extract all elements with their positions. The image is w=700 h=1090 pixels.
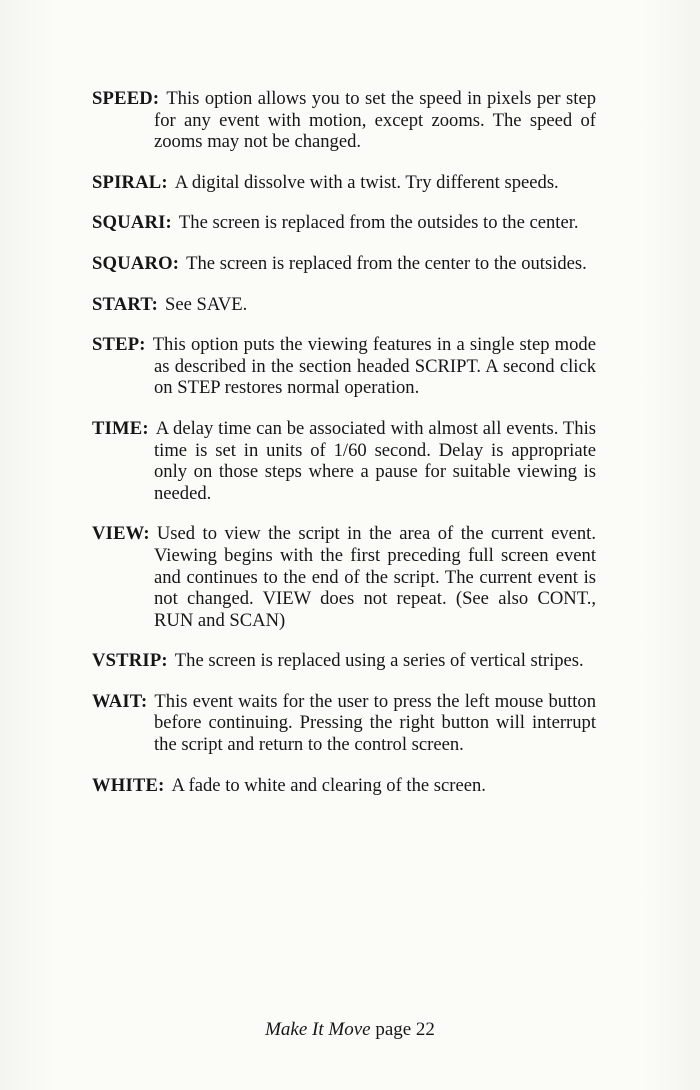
footer-book-title: Make It Move: [265, 1019, 371, 1040]
entry-description: This option allows you to set the speed in pixels per step for any event with motion, except zooms. The speed of zooms may not be changed.: [154, 88, 596, 153]
entry-term: SQUARI:: [92, 212, 172, 234]
entry-term: SPIRAL:: [92, 171, 168, 193]
entry-start: [92, 294, 596, 316]
entry-time: [92, 418, 596, 504]
entry-speed: [92, 88, 596, 153]
entry-term: STEP:: [92, 334, 146, 356]
entry-term: START:: [92, 293, 158, 315]
entry-description: See SAVE.: [164, 293, 248, 315]
page-footer: [0, 1019, 700, 1041]
entry-white: [92, 775, 596, 797]
entry-description: A delay time can be associated with almost all events. This time is set in units of 1/60 second. Delay is appropriate only on those steps where a pause for suitable viewing is needed.: [154, 417, 596, 504]
entry-term: WAIT:: [92, 690, 148, 712]
entry-spiral: [92, 172, 596, 194]
entry-description: The screen is replaced using a series of vertical stripes.: [174, 650, 584, 672]
entry-description: This event waits for the user to press the left mouse button before continuing. Pressing the right button will interrupt the script and return to the control screen.: [154, 690, 596, 756]
entry-description: The screen is replaced from the outsides to the center.: [178, 212, 579, 234]
entry-term: SPEED:: [92, 88, 160, 109]
entry-vstrip: [92, 650, 596, 672]
glossary-list: [92, 88, 596, 815]
entry-description: The screen is replaced from the center to the outsides.: [186, 252, 587, 274]
footer-page-number: page 22: [375, 1019, 435, 1040]
entry-squaro: [92, 253, 596, 275]
entry-term: TIME:: [92, 417, 149, 439]
entry-description: A fade to white and clearing of the screen.: [171, 774, 486, 796]
entry-description: Used to view the script in the area of the current event. Viewing begins with the first preceding full screen event and continues to the end of the script. The current event is not changed. VIEW does not repeat. (See also CONT., RUN and SCAN): [154, 523, 596, 631]
entry-description: This option puts the viewing features in a single step mode as described in the section headed SCRIPT. A second click on STEP restores normal operation.: [152, 334, 596, 399]
entry-view: [92, 523, 596, 631]
entry-term: WHITE:: [92, 774, 165, 796]
entry-term: VSTRIP:: [92, 650, 168, 672]
entry-step: [92, 334, 596, 399]
entry-wait: [92, 691, 596, 756]
entry-term: SQUARO:: [92, 252, 180, 274]
entry-description: A digital dissolve with a twist. Try different speeds.: [174, 171, 559, 193]
entry-term: VIEW:: [92, 523, 150, 545]
entry-squari: [92, 212, 596, 234]
